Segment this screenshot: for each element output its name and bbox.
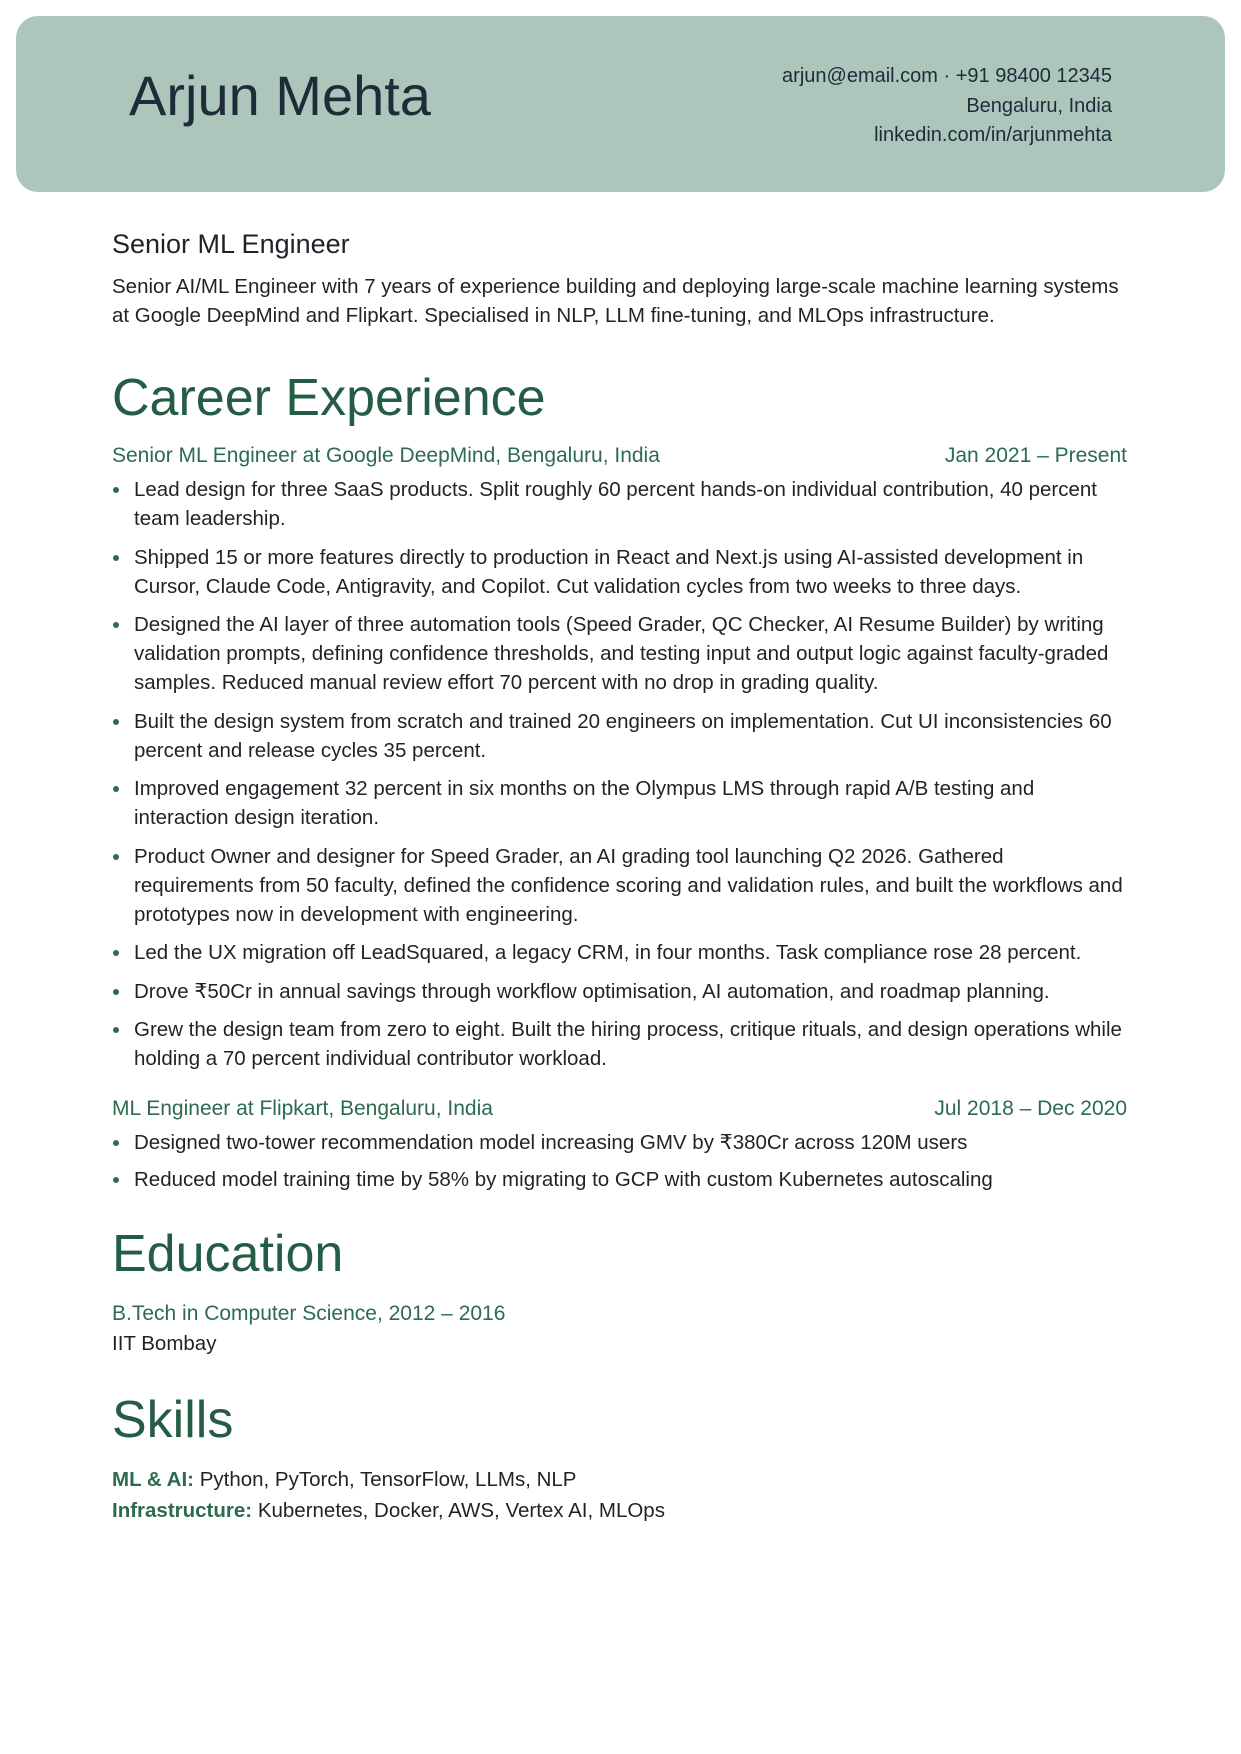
career-section [112, 369, 1127, 1194]
skill-row [112, 1465, 1127, 1496]
school-name: IIT Bombay [112, 1332, 217, 1355]
skill-list [112, 1465, 1127, 1526]
list-item: Reduced model training time by 58% by migrating to GCP with custom Kubernetes autoscaling [112, 1165, 1127, 1194]
education-heading: Education [112, 1225, 344, 1283]
career-heading: Career Experience [112, 369, 546, 427]
job-header [112, 1094, 1127, 1124]
list-item: Grew the design team from zero to eight. Built the hiring process, critique rituals, and design operations while holding a 70 percent individual contributor workload. [112, 1015, 1127, 1073]
skills-heading: Skills [112, 1391, 234, 1449]
job-title: Senior ML Engineer at Google DeepMind, Bengaluru, India [112, 444, 660, 467]
list-item: Designed the AI layer of three automation tools (Speed Grader, QC Checker, AI Resume Builder) by writing validation prompts, defining confidence thresholds, and testing input and output logic against faculty-graded samples. Reduced manual review effort 70 percent with no drop in grading quality. [112, 610, 1127, 697]
contact-block [782, 62, 1112, 151]
list-item: Led the UX migration off LeadSquared, a legacy CRM, in four months. Task compliance rose 28 percent. [112, 938, 1127, 967]
linkedin-text: linkedin.com/in/arjunmehta [874, 124, 1112, 146]
job-dates: Jul 2018 – Dec 2020 [934, 1097, 1127, 1120]
job-bullets [112, 475, 1127, 1073]
skill-category-label: ML & AI: [112, 1468, 194, 1491]
job-header [112, 441, 1127, 471]
resume-body [112, 222, 1127, 1526]
profile-section [112, 222, 1127, 330]
location-text: Bengaluru, India [966, 94, 1112, 117]
list-item: Lead design for three SaaS products. Split roughly 60 percent hands-on individual contribution, 40 percent team leadership. [112, 475, 1127, 533]
candidate-name: Arjun Mehta [129, 64, 431, 127]
job-title: ML Engineer at Flipkart, Bengaluru, India [112, 1097, 493, 1120]
list-item: Drove ₹50Cr in annual savings through workflow optimisation, AI automation, and roadmap planning. [112, 977, 1127, 1006]
skills-section [112, 1391, 1127, 1526]
skill-values: Kubernetes, Docker, AWS, Vertex AI, MLOps [257, 1498, 665, 1522]
list-item: Improved engagement 32 percent in six months on the Olympus LMS through rapid A/B testing and interaction design iteration. [112, 774, 1127, 832]
list-item: Shipped 15 or more features directly to production in React and Next.js using AI-assisted development in Cursor, Claude Code, Antigravity, and Copilot. Cut validation cycles from two weeks to three days. [112, 543, 1127, 601]
skill-values: Python, PyTorch, TensorFlow, LLMs, NLP [199, 1468, 577, 1491]
email-phone-line: arjun@email.com · +91 98400 12345 [782, 65, 1112, 87]
degree-text: B.Tech in Computer Science, 2012 – 2016 [112, 1302, 506, 1325]
skill-row [112, 1496, 1127, 1527]
skill-category-label: Infrastructure: [112, 1498, 253, 1522]
resume-header [16, 16, 1225, 192]
list-item: Built the design system from scratch and trained 20 engineers on implementation. Cut UI inconsistencies 60 percent and release cycles 35 percent. [112, 707, 1127, 765]
role-title: Senior ML Engineer [112, 229, 350, 259]
profile-summary: Senior AI/ML Engineer with 7 years of experience building and deploying large-scale machine learning systems at Google DeepMind and Flipkart. Specialised in NLP, LLM fine-tuning, and MLOps infrastructure. [112, 275, 1119, 327]
job-dates: Jan 2021 – Present [944, 444, 1127, 467]
list-item: Designed two-tower recommendation model increasing GMV by ₹380Cr across 120M users [112, 1128, 1127, 1157]
education-section [112, 1225, 1127, 1358]
job-bullets [112, 1128, 1127, 1194]
list-item: Product Owner and designer for Speed Grader, an AI grading tool launching Q2 2026. Gathered requirements from 50 faculty, defined the confidence scoring and validation rules, and built the workflows and prototypes now in development with engineering. [112, 842, 1127, 929]
